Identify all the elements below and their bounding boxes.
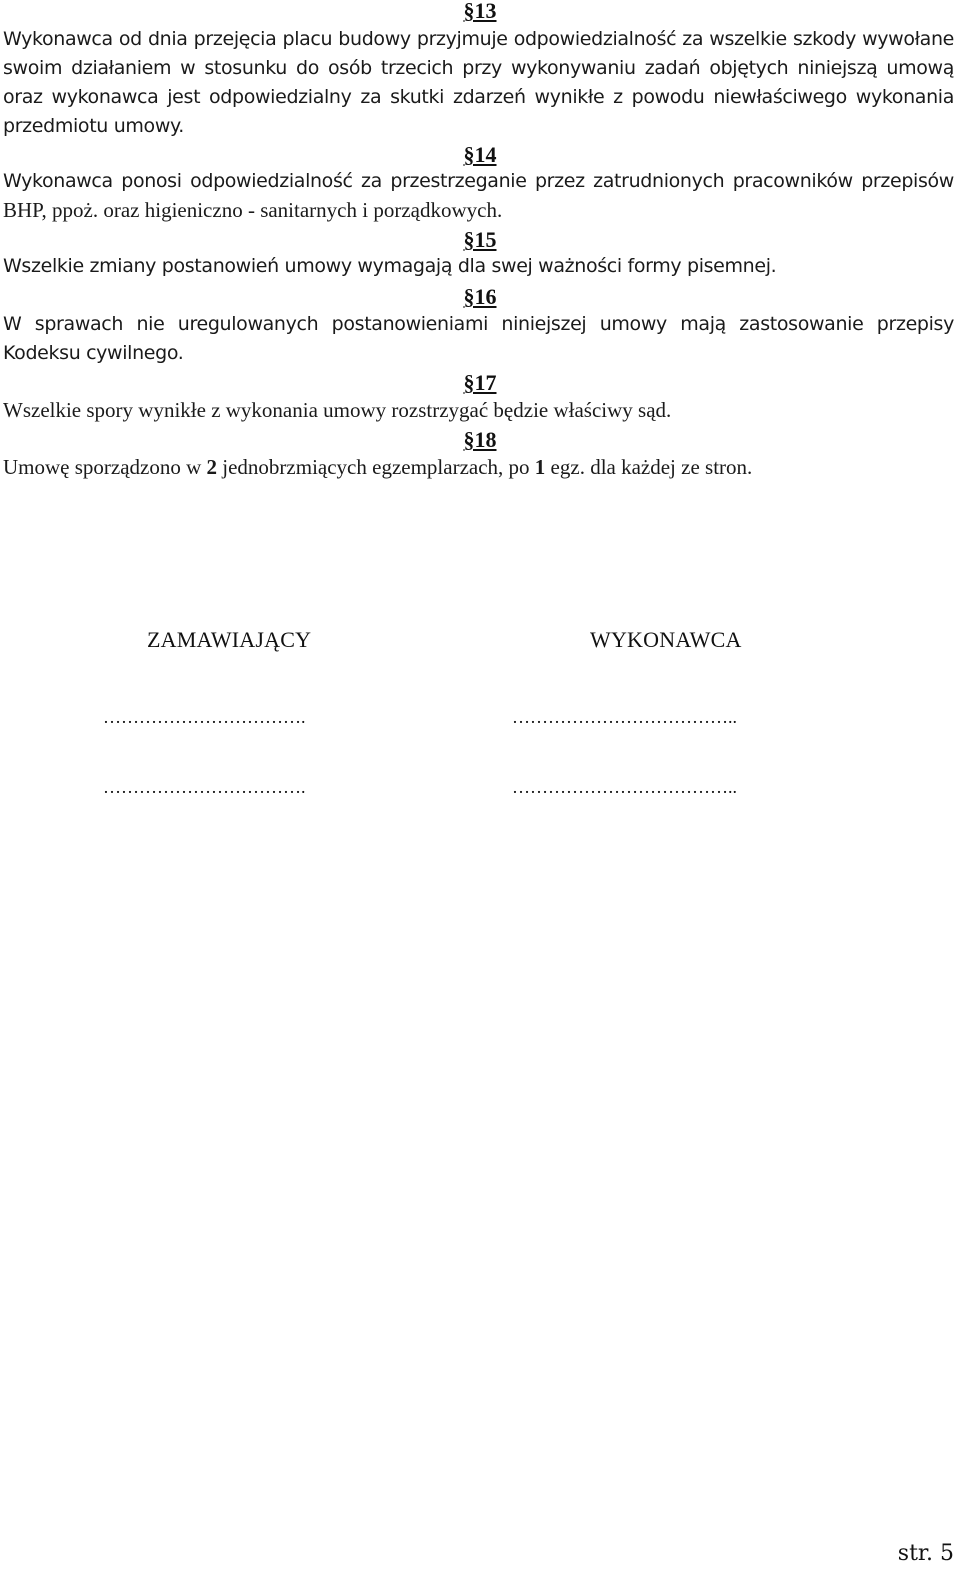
section-heading-14 <box>0 142 960 168</box>
section-heading-17 <box>0 370 960 396</box>
signature-line-contractor-1: ……………………………….. <box>512 707 737 727</box>
section-heading-13 <box>0 0 960 24</box>
section-number: 14 <box>474 142 497 167</box>
signature-line-contractor-2: ……………………………….. <box>512 777 737 797</box>
section-mark: § <box>463 0 475 23</box>
copies-per-party: 1 <box>534 455 546 479</box>
section-number: 13 <box>474 0 497 23</box>
section-text-15: Wszelkie zmiany postanowień umowy wymagają dla swej ważności formy pisemnej. <box>3 255 777 277</box>
section-mark: § <box>463 142 475 167</box>
page-number: str. 5 <box>897 1541 954 1566</box>
section-mark: § <box>463 227 475 252</box>
section-text-18 <box>3 453 954 482</box>
section-text-17: Wszelkie spory wynikłe z wykonania umowy rozstrzygać będzie właściwy sąd. <box>3 398 672 422</box>
signature-line-client-1: ……………………………. <box>103 707 306 727</box>
section-text-14-part2: BHP, ppoż. oraz higieniczno - sanitarnych i porządkowych. <box>3 198 503 222</box>
section-number: 18 <box>474 427 497 452</box>
section-text-13: Wykonawca od dnia przejęcia placu budowy przyjmuje odpowiedzialność za wszelkie szkody wywołane swoim działaniem w stosunku do osób trzecich przy wykonywaniu zadań objętych niniejszą umową oraz wykonawca jest odpowiedzialny za skutki zdarzeń wynikłe z powodu niewłaściwego wykonania przedmiotu umowy. <box>3 28 954 137</box>
section-heading-16 <box>0 284 960 310</box>
section-number: 15 <box>474 227 497 252</box>
section-text-18-after: egz. dla każdej ze stron. <box>545 455 753 479</box>
section-text-14-part1: Wykonawca ponosi odpowiedzialność za przestrzeganie przez zatrudnionych pracowników przepisów <box>3 170 954 192</box>
section-number: 17 <box>474 370 497 395</box>
section-text-18-middle: jednobrzmiących egzemplarzach, po <box>217 455 535 479</box>
signature-label-contractor: WYKONAWCA <box>590 627 742 652</box>
section-heading-18 <box>0 427 960 453</box>
signature-label-client: ZAMAWIAJĄCY <box>147 627 312 652</box>
section-heading-15 <box>0 227 960 253</box>
section-text-18-before: Umowę sporządzono w <box>3 455 207 479</box>
signature-line-client-2: ……………………………. <box>103 777 306 797</box>
section-mark: § <box>463 427 475 452</box>
section-mark: § <box>463 370 475 395</box>
section-text-14 <box>3 167 954 226</box>
section-mark: § <box>463 284 475 309</box>
section-text-16: W sprawach nie uregulowanych postanowieniami niniejszej umowy mają zastosowanie przepisy Kodeksu cywilnego. <box>3 313 954 364</box>
section-number: 16 <box>474 284 497 309</box>
copies-count: 2 <box>206 455 218 479</box>
